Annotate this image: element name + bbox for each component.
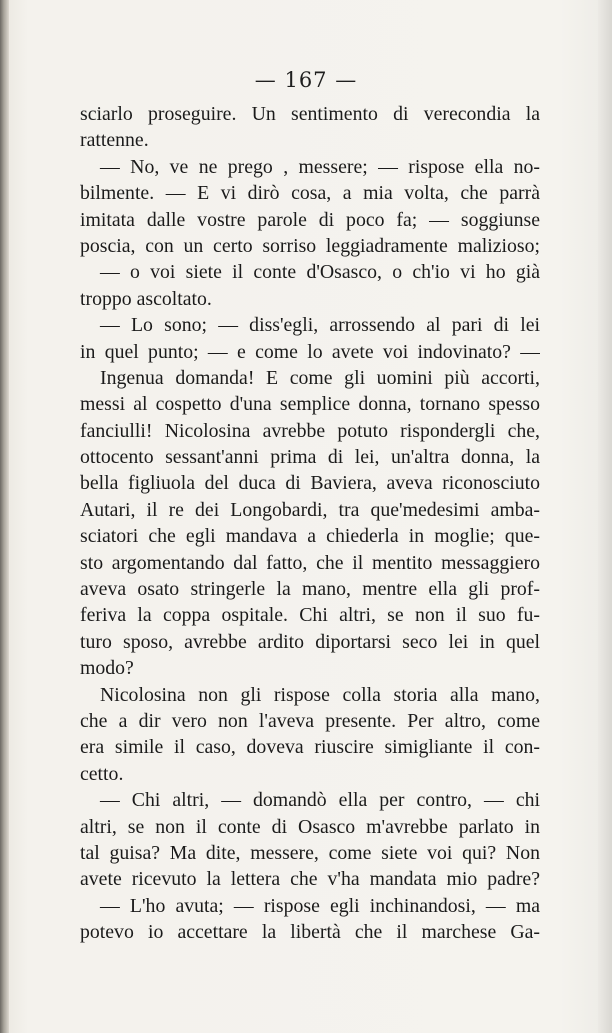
text-line: sto argomentando dal fatto, che il mentito messaggiero: [80, 551, 540, 574]
text-line: poscia, con un certo sorriso leggiadramente malizioso;: [80, 234, 540, 257]
text-line: modo?: [80, 657, 134, 680]
text-line: avete ricevuto la lettera che v'ha mandata mio padre?: [80, 868, 540, 891]
text-line: in quel punto; — e come lo avete voi indovinato? —: [80, 340, 540, 363]
text-line: sciatori che egli mandava a chiederla in moglie; que-: [80, 525, 540, 548]
text-line: aveva osato stringerle la mano, mentre ella gli prof-: [80, 578, 540, 601]
text-line: cetto.: [80, 762, 124, 785]
text-line: Ingenua domanda! E come gli uomini più accorti,: [100, 366, 540, 389]
text-line: tal guisa? Ma dite, messere, come siete voi qui? Non: [80, 841, 540, 864]
text-line: troppo ascoltato.: [80, 287, 212, 310]
text-line: messi al cospetto d'una semplice donna, tornano spesso: [80, 393, 540, 416]
text-line: — Lo sono; — diss'egli, arrossendo al pari di lei: [100, 314, 540, 337]
text-line: — No, ve ne prego , messere; — rispose ella no-: [100, 155, 540, 178]
text-line: bella figliuola del duca di Baviera, aveva riconosciuto: [80, 472, 540, 495]
text-line: turo sposo, avrebbe ardito diportarsi seco lei in quel: [80, 630, 540, 653]
text-line: ottocento sessant'anni prima di lei, un'altra donna, la: [80, 446, 540, 469]
text-line: — L'ho avuta; — rispose egli inchinandosi, — ma: [100, 894, 540, 917]
text-line: feriva la coppa ospitale. Chi altri, se non il suo fu-: [80, 604, 540, 627]
text-line: fanciulli! Nicolosina avrebbe potuto rispondergli che,: [80, 419, 540, 442]
page-number: — 167 —: [254, 68, 358, 92]
text-line: che a dir vero non l'aveva presente. Per altro, come: [80, 709, 540, 732]
text-line: sciarlo proseguire. Un sentimento di verecondia la: [80, 103, 540, 125]
page-edge-shadow: [598, 0, 612, 1033]
text-line: imitata dalle vostre parole di poco fa; — soggiunse: [80, 208, 540, 231]
text-line: rattenne.: [80, 129, 149, 152]
text-line: Nicolosina non gli rispose colla storia alla mano,: [100, 683, 540, 706]
text-line: — o voi siete il conte d'Osasco, o ch'io vi ho già: [100, 261, 540, 284]
text-line: — Chi altri, — domandò ella per contro, — chi: [100, 789, 540, 812]
text-line: potevo io accettare la libertà che il marchese Ga-: [80, 921, 540, 944]
text-line: bilmente. — E vi dirò cosa, a mia volta, che parrà: [80, 182, 540, 205]
body-text: [80, 101, 540, 946]
text-line: Autari, il re dei Longobardi, tra que'medesimi amba-: [80, 498, 540, 521]
text-line: altri, se non il conte di Osasco m'avrebbe parlato in: [80, 815, 540, 838]
text-line: era simile il caso, doveva riuscire simigliante il con-: [80, 736, 540, 759]
binding-edge: [0, 0, 9, 1033]
